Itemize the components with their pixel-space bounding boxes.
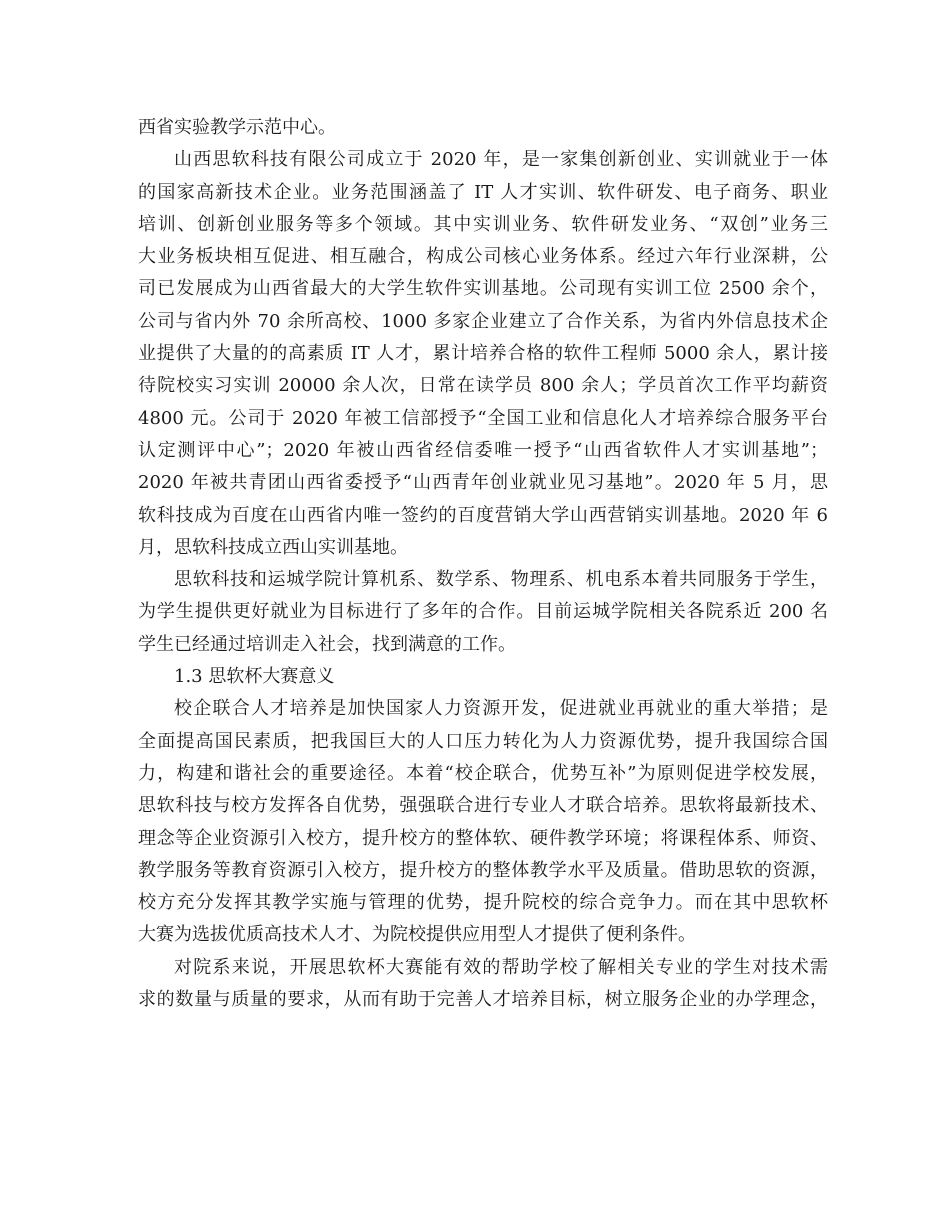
text-line: 理念等企业资源引入校方，提升校方的整体软、硬件教学环境；将课程体系、师资、	[138, 827, 828, 849]
text-line: 思软科技与校方发挥各自优势，强强联合进行专业人才联合培养。思软将最新技术、	[138, 795, 828, 817]
text-line: 思软科技和运城学院计算机系、数学系、物理系、机电系本着共同服务于学生，	[174, 569, 828, 591]
text-line: 校方充分发挥其教学实施与管理的优势，提升院校的综合竞争力。而在其中思软杯	[138, 892, 828, 914]
text-line: 对院系来说，开展思软杯大赛能有效的帮助学校了解相关专业的学生对技术需	[174, 956, 828, 978]
text-line: 大赛为选拔优质高技术人才、为院校提供应用型人才提供了便利条件。	[138, 924, 696, 946]
text-line: 司已发展成为山西省最大的大学生软件实训基地。公司现有实训工位 2500 余个，	[138, 278, 828, 300]
section-heading: 1.3 思软杯大赛意义	[174, 666, 335, 688]
text-line: 待院校实习实训 20000 余人次，日常在读学员 800 余人；学员首次工作平均薪资	[138, 375, 828, 397]
text-line: 培训、创新创业服务等多个领域。其中实训业务、软件研发业务、“双创”业务三	[138, 213, 828, 235]
text-line: 大业务板块相互促进、相互融合，构成公司核心业务体系。经过六年行业深耕，公	[138, 246, 828, 268]
text-line: 软科技成为百度在山西省内唯一签约的百度营销大学山西营销实训基地。2020 年 6	[138, 504, 828, 526]
text-line: 力，构建和谐社会的重要途径。本着“校企联合，优势互补”为原则促进学校发展，	[138, 762, 828, 784]
text-line: 认定测评中心”；2020 年被山西省经信委唯一授予“山西省软件人才实训基地”；	[138, 439, 828, 461]
text-line: 4800 元。公司于 2020 年被工信部授予“全国工业和信息化人才培养综合服务平台	[138, 407, 828, 429]
paragraph-significance	[138, 693, 828, 951]
document-body	[138, 112, 828, 1016]
paragraph-cooperation	[138, 564, 828, 661]
paragraph-company-intro	[138, 144, 828, 564]
paragraph-departments	[138, 952, 828, 1017]
text-line: 为学生提供更好就业为目标进行了多年的合作。目前运城学院相关各院系近 200 名	[138, 601, 828, 623]
text-line: 公司与省内外 70 余所高校、1000 多家企业建立了合作关系，为省内外信息技术企	[138, 310, 828, 332]
text-line: 月，思软科技成立西山实训基地。	[138, 536, 408, 558]
text-line: 山西思软科技有限公司成立于 2020 年，是一家集创新创业、实训就业于一体	[174, 149, 828, 171]
text-line: 2020 年被共青团山西省委授予“山西青年创业就业见习基地”。2020 年 5 月，思	[138, 472, 828, 494]
text-line: 业提供了大量的的高素质 IT 人才，累计培养合格的软件工程师 5000 余人，累计接	[138, 343, 828, 365]
text-line: 的国家高新技术企业。业务范围涵盖了 IT 人才实训、软件研发、电子商务、职业	[138, 181, 828, 203]
text-line: 教学服务等教育资源引入校方，提升校方的整体教学水平及质量。借助思软的资源，	[138, 859, 828, 881]
text-line: 求的数量与质量的要求，从而有助于完善人才培养目标，树立服务企业的办学理念，	[138, 989, 828, 1011]
text-line: 全面提高国民素质，把我国巨大的人口压力转化为人力资源优势，提升我国综合国	[138, 730, 828, 752]
text-line: 校企联合人才培养是加快国家人力资源开发，促进就业再就业的重大举措；是	[174, 698, 828, 720]
paragraph-continuation	[138, 112, 828, 144]
text-line: 西省实验教学示范中心。	[138, 117, 336, 138]
text-line: 学生已经通过培训走入社会，找到满意的工作。	[138, 633, 516, 655]
